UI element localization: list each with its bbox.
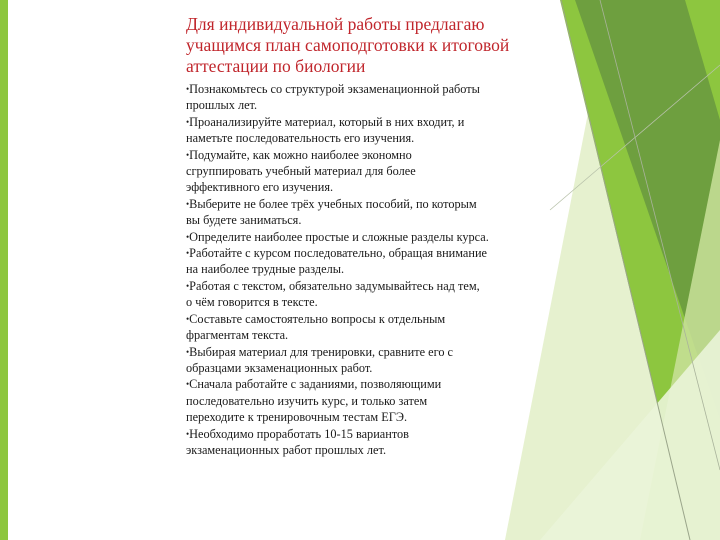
list-item-text: Проанализируйте материал, который в них входит, и xyxy=(189,114,465,129)
list-item-text: Сначала работайте с заданиями, позволяющими xyxy=(189,377,442,392)
list-item xyxy=(186,81,541,114)
list-item xyxy=(186,229,541,245)
list-item-text: Выбирая материал для тренировки, сравните его с xyxy=(189,344,454,359)
list-item-text: эффективного его изучения. xyxy=(186,180,334,195)
list-item-text: о чём говорится в тексте. xyxy=(186,295,318,310)
list-item-text: образцами экзаменационных работ. xyxy=(186,360,373,375)
list-item-text: Работайте с курсом последовательно, обращая внимание xyxy=(189,246,488,261)
bullet-marker: • xyxy=(186,346,190,357)
list-item xyxy=(186,278,541,311)
list-item-text: сгруппировать учебный материал для более xyxy=(186,164,416,179)
title-line: Для индивидуальной работы предлагаю xyxy=(186,14,485,34)
list-item-text: прошлых лет. xyxy=(186,98,258,113)
list-item xyxy=(186,376,541,425)
list-item-text: на наиболее трудные разделы. xyxy=(186,262,345,277)
bullet-marker: • xyxy=(186,428,190,439)
bullet-marker: • xyxy=(186,313,190,324)
list-item-text: фрагментам текста. xyxy=(186,328,289,343)
bullet-marker: • xyxy=(186,379,190,390)
list-item-text: наметьте последовательность его изучения. xyxy=(186,131,415,146)
deco-thin-bar xyxy=(0,0,8,540)
bullet-marker: • xyxy=(186,248,190,259)
title-line: учащимся план самоподготовки к итоговой xyxy=(186,35,510,55)
list-item-text: последовательно изучить курс, и только затем xyxy=(186,393,428,408)
list-item-text: переходите к тренировочным тестам ЕГЭ. xyxy=(186,410,408,425)
bullet-marker: • xyxy=(186,280,190,291)
slide-title xyxy=(186,14,546,77)
list-item xyxy=(186,311,541,344)
list-item xyxy=(186,426,541,459)
bullet-marker: • xyxy=(186,116,190,127)
list-item-text: Определите наиболее простые и сложные разделы курса. xyxy=(189,229,489,244)
list-item-text: Работая с текстом, обязательно задумывайтесь над тем, xyxy=(189,278,480,293)
title-line: аттестации по биологии xyxy=(186,56,366,76)
bullet-marker: • xyxy=(186,149,190,160)
list-item-text: Познакомьтесь со структурой экзаменационной работы xyxy=(189,82,480,96)
bullet-marker: • xyxy=(186,231,190,242)
list-item xyxy=(186,114,541,147)
list-item xyxy=(186,196,541,229)
list-item-text: Подумайте, как можно наиболее экономно xyxy=(189,147,412,162)
list-item xyxy=(186,147,541,196)
bullet-list xyxy=(186,81,541,458)
list-item-text: экзаменационных работ прошлых лет. xyxy=(186,442,387,457)
bullet-marker: • xyxy=(186,198,190,209)
list-item-text: вы будете заниматься. xyxy=(186,213,302,228)
list-item xyxy=(186,344,541,377)
bullet-marker: • xyxy=(186,84,190,94)
list-item-text: Составьте самостоятельно вопросы к отдельным xyxy=(189,311,446,326)
list-item xyxy=(186,245,541,278)
list-item-text: Необходимо проработать 10-15 вариантов xyxy=(189,426,409,441)
list-item-text: Выберите не более трёх учебных пособий, по которым xyxy=(189,196,477,211)
